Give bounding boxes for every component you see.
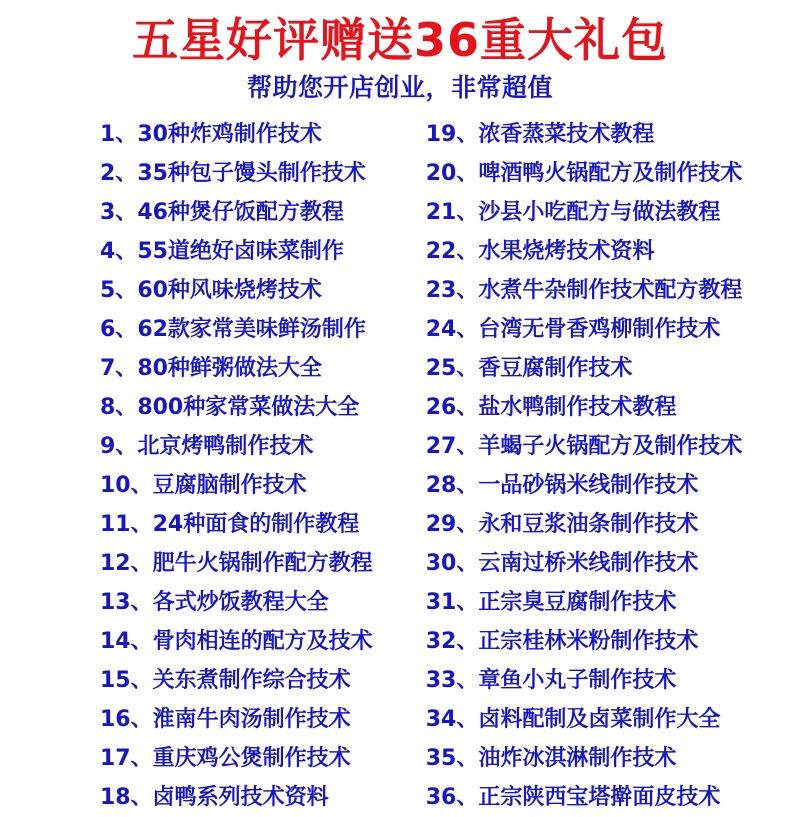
list-item-label: 关东煮制作综合技术 [152,667,351,693]
list-item-number: 28、 [425,472,479,498]
list-item-label: 35种包子馒头制作技术 [137,160,366,186]
list-item-label: 羊蝎子火锅配方及制作技术 [478,433,743,459]
list-item-label: 云南过桥米线制作技术 [478,550,699,576]
list-item-number: 18、 [100,784,153,810]
list-item [426,271,786,310]
list-item [100,154,392,193]
list-item [426,349,786,388]
list-item-label: 60种风味烧烤技术 [137,277,322,303]
list-item [426,115,786,154]
list-item-label: 正宗臭豆腐制作技术 [478,589,677,615]
list-item [100,739,392,778]
list-item-number: 36、 [425,784,479,810]
list-item-label: 各式炒饭教程大全 [152,589,329,615]
list-item-number: 14、 [100,628,153,654]
list-item [426,739,786,778]
list-item-label: 卤鸭系列技术资料 [152,784,329,810]
list-item [100,271,392,310]
list-item [100,661,392,700]
list-item [426,583,786,622]
list-item [100,466,392,505]
list-item-number: 19、 [425,121,479,147]
list-item-number: 17、 [100,745,153,771]
list-item-label: 香豆腐制作技术 [478,355,633,381]
list-item-label: 永和豆浆油条制作技术 [478,511,699,537]
list-item-number: 20、 [425,160,479,186]
list-item-label: 62款家常美味鲜汤制作 [137,316,366,342]
list-item [426,505,786,544]
list-item-label: 55道绝好卤味菜制作 [137,238,344,264]
list-item-label: 水果烧烤技术资料 [478,238,655,264]
list-item [100,427,392,466]
list-item [100,505,392,544]
list-item [426,193,786,232]
list-item [426,622,786,661]
list-item [100,115,392,154]
list-item-label: 啤酒鸭火锅配方及制作技术 [478,160,743,186]
list-item [100,778,392,817]
list-item [426,778,786,817]
gift-list [14,115,786,817]
list-item-label: 肥牛火锅制作配方教程 [152,550,373,576]
list-item-number: 12、 [100,550,153,576]
list-item-number: 6、 [100,316,138,342]
list-item-label: 豆腐脑制作技术 [152,472,307,498]
list-item-label: 北京烤鸭制作技术 [137,433,314,459]
list-item [100,700,392,739]
list-item-number: 13、 [100,589,153,615]
list-item [100,544,392,583]
list-item-label: 油炸冰淇淋制作技术 [478,745,677,771]
page-title: 五星好评赠送36重大礼包 [131,13,668,67]
list-item-label: 一品砂锅米线制作技术 [478,472,699,498]
list-item [100,193,392,232]
list-item [100,583,392,622]
list-item [100,310,392,349]
list-item-label: 骨肉相连的配方及技术 [152,628,373,654]
list-item-number: 10、 [100,472,153,498]
page-subtitle: 帮助您开店创业，非常超值 [246,72,553,102]
list-item-number: 30、 [425,550,479,576]
list-item-label: 淮南牛肉汤制作技术 [152,706,351,732]
list-item-number: 7、 [100,355,138,381]
list-item-number: 23、 [425,277,479,303]
gift-list-left-column [14,115,392,817]
list-item-label: 正宗桂林米粉制作技术 [478,628,699,654]
list-item-number: 21、 [425,199,479,225]
list-item-label: 章鱼小丸子制作技术 [478,667,677,693]
list-item [426,154,786,193]
list-item-number: 5、 [100,277,138,303]
list-item-number: 2、 [100,160,138,186]
list-item-label: 24种面食的制作教程 [152,511,360,537]
list-item-number: 24、 [425,316,479,342]
list-item-label: 水煮牛杂制作技术配方教程 [478,277,743,303]
list-item-label: 盐水鸭制作技术教程 [478,394,677,420]
list-item-label: 正宗陕西宝塔擀面皮技术 [478,784,721,810]
list-item-number: 4、 [100,238,138,264]
list-item [426,427,786,466]
list-item-number: 25、 [425,355,479,381]
list-item-label: 重庆鸡公煲制作技术 [152,745,351,771]
list-item-number: 15、 [100,667,153,693]
list-item [426,466,786,505]
list-item-number: 33、 [425,667,479,693]
list-item-number: 27、 [425,433,479,459]
list-item-number: 34、 [425,706,479,732]
list-item [426,700,786,739]
list-item [100,232,392,271]
list-item [100,349,392,388]
list-item-number: 22、 [425,238,479,264]
list-item-label: 台湾无骨香鸡柳制作技术 [478,316,721,342]
list-item [426,544,786,583]
list-item [426,232,786,271]
list-item-number: 16、 [100,706,153,732]
list-item [426,661,786,700]
list-item-number: 31、 [425,589,479,615]
gift-list-right-column [408,115,786,817]
list-item-number: 1、 [100,121,138,147]
list-item-label: 800种家常菜做法大全 [137,394,360,420]
list-item [426,310,786,349]
list-item-label: 80种鲜粥做法大全 [137,355,322,381]
list-item-number: 26、 [425,394,479,420]
list-item [100,388,392,427]
list-item-number: 9、 [100,433,138,459]
list-item-number: 3、 [100,199,138,225]
list-item-label: 30种炸鸡制作技术 [137,121,322,147]
list-item-number: 35、 [425,745,479,771]
list-item-label: 46种煲仔饭配方教程 [137,199,344,225]
list-item-number: 32、 [425,628,479,654]
list-item-number: 11、 [100,511,153,537]
list-item-number: 8、 [100,394,138,420]
list-item [426,388,786,427]
list-item-label: 沙县小吃配方与做法教程 [478,199,721,225]
list-item-label: 卤料配制及卤菜制作大全 [478,706,721,732]
list-item-label: 浓香蒸菜技术教程 [478,121,655,147]
list-item [100,622,392,661]
list-item-number: 29、 [425,511,479,537]
